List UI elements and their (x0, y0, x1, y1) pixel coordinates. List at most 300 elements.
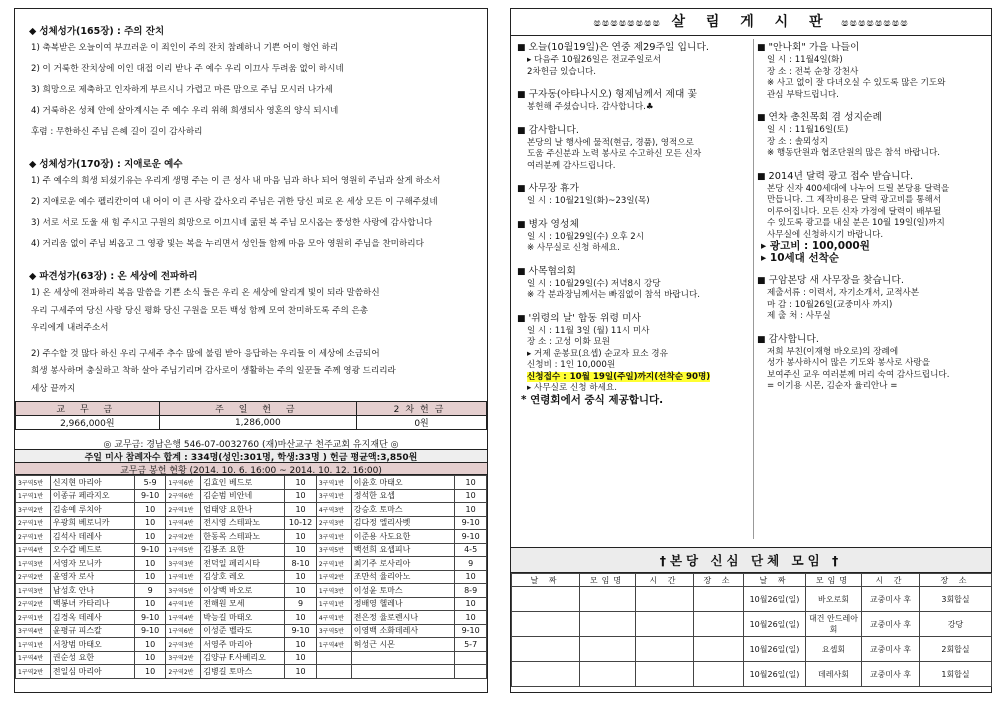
meeting-header-row (512, 574, 992, 587)
notice-item (517, 86, 755, 114)
table-row (16, 516, 487, 530)
meeting-header: 장 소 (694, 574, 744, 587)
checkbox-icon: ■ (757, 43, 766, 53)
table-cell: 9-10 (455, 624, 487, 638)
notice-line: ▸ 다음주 10월26일은 전교주일로서 (527, 55, 661, 65)
notice-line: 수 있도록 광고를 내실 분은 10월 19일(일)까지 (767, 218, 945, 228)
table-cell: 10 (285, 651, 317, 665)
table-cell: 8-9 (455, 584, 487, 598)
lyric-line: 후렴 : 무한하신 주님 은혜 길이 길이 감사하리 (31, 127, 203, 137)
table-cell: 2구역3반 (316, 516, 351, 530)
meeting-row (512, 637, 992, 662)
lyric-line: 1) 주 예수의 희생 되셨기유는 우리게 생명 주는 이 큰 성사 내 마음 님과 하나 되어 영원히 주님과 살게 하소서 (31, 176, 441, 186)
table-cell: 김양규 F.사베리오 (201, 651, 285, 665)
notice-line (527, 372, 755, 384)
meeting-cell (694, 637, 744, 662)
table-cell: 김상호 레오 (201, 570, 285, 584)
table-cell: 3구역1반 (316, 476, 351, 490)
finance-value: 0원 (357, 416, 487, 430)
meeting-row (512, 587, 992, 612)
hymn-title (29, 156, 477, 170)
table-cell: 남성호 안나 (50, 584, 134, 598)
notice-title-text: '위령의 날' 합동 위령 미사 (528, 312, 641, 324)
notice-title (517, 216, 755, 230)
notice-title (517, 180, 755, 194)
table-cell (316, 651, 351, 665)
table-cell: 10 (134, 530, 166, 544)
checkbox-icon: ■ (517, 266, 526, 277)
table-row (16, 597, 487, 611)
notice-item (757, 109, 989, 160)
table-cell: 백선희 요셉피나 (351, 543, 455, 557)
meeting-cell (694, 587, 744, 612)
notice-line: 봉헌해 주셨습니다. 감사합니다.♣ (527, 102, 654, 112)
meeting-row (512, 612, 992, 637)
notice-title (757, 109, 989, 123)
table-cell: 10 (285, 584, 317, 598)
notice-title-text: "안나회" 가을 나들이 (768, 42, 860, 53)
table-cell: 9-10 (285, 624, 317, 638)
spacer (29, 148, 477, 156)
notice-title (757, 331, 989, 345)
table-cell: 10 (455, 489, 487, 503)
finance-value: 2,966,000원 (16, 416, 160, 430)
table-row (16, 476, 487, 490)
notice-title-text: 사무장 휴가 (528, 183, 579, 194)
table-cell: 이영백 소화데레사 (351, 624, 455, 638)
notice-note: * 연령회에서 중식 제공합니다. (521, 393, 664, 406)
table-cell: 1구역6반 (166, 476, 201, 490)
table-row (16, 624, 487, 638)
meeting-cell: 대건 안드레아회 (806, 612, 862, 637)
checkbox-icon: ■ (517, 313, 526, 324)
table-cell: 김병길 토마스 (201, 665, 285, 679)
table-cell: 이성준 벨라도 (201, 624, 285, 638)
table-cell: 1구역4반 (166, 516, 201, 530)
checkbox-icon: ■ (757, 334, 766, 345)
hymn-title (29, 268, 477, 282)
notice-title-text: 감사합니다. (528, 124, 579, 136)
table-cell: 2구역2반 (166, 665, 201, 679)
finance-table (15, 401, 487, 430)
table-cell: 1구역4반 (16, 651, 51, 665)
meeting-cell (636, 662, 694, 687)
meeting-header: 모임명 (806, 574, 862, 587)
notice-line: 일 시 : 10월29일(수) 오후 2시 (527, 231, 645, 242)
table-cell: 4구역3반 (316, 503, 351, 517)
table-cell: 3구역2반 (166, 651, 201, 665)
notice-line: 관심 부탁드립니다. (767, 89, 839, 100)
table-cell: 박능길 마태오 (201, 611, 285, 625)
table-cell: 김순범 비안네 (201, 489, 285, 503)
table-cell: 10 (455, 503, 487, 517)
table-cell: 김석사 데레사 (50, 530, 134, 544)
meeting-header: 날 짜 (512, 574, 580, 587)
table-cell: 10 (134, 665, 166, 679)
notice-title (517, 39, 755, 53)
table-cell: 1구역5반 (166, 543, 201, 557)
notice-line: ※ 행동단원과 협조단원의 많은 참석 바랍니다. (767, 148, 941, 158)
table-cell: 서영자 모니카 (50, 557, 134, 571)
finance-header: 2차헌금 (357, 402, 487, 416)
notice-item (517, 310, 755, 407)
meeting-cell: 2회합실 (920, 637, 992, 662)
table-cell: 1구역4반 (316, 638, 351, 652)
meeting-table (511, 573, 992, 687)
checkbox-icon: ■ (517, 184, 526, 194)
table-cell: 전은정 율로렌시나 (351, 611, 455, 625)
table-cell: 10 (285, 611, 317, 625)
table-cell: 엄태양 요한나 (201, 503, 285, 517)
meeting-cell: 교중미사 후 (862, 587, 920, 612)
meeting-header: 장 소 (920, 574, 992, 587)
notice-line: 본당의 날 행사에 물적(현금, 경품), 영적으로 (527, 137, 694, 148)
notice-title-text: 연차 총친목회 겸 성지순례 (768, 112, 882, 123)
meeting-header: 모임명 (580, 574, 636, 587)
table-cell: 10-12 (285, 516, 317, 530)
table-cell: 3구역5반 (16, 476, 51, 490)
highlighted-deadline: 신청접수 : 10월 19일(주일)까지(선착순 90명) (527, 371, 711, 382)
notice-line: 여러분께 감사드립니다. (527, 160, 616, 171)
table-cell: 김경옥 데레사 (50, 611, 134, 625)
meeting-cell (636, 637, 694, 662)
table-row (16, 503, 487, 517)
meeting-cell (636, 612, 694, 637)
meeting-cell: 교중미사 후 (862, 612, 920, 637)
notice-line: 일 시 : 11월16일(토) (767, 125, 849, 135)
table-cell: 윤평규 피스칼 (50, 624, 134, 638)
table-cell: 2구역2반 (16, 597, 51, 611)
table-cell: 2구역1반 (166, 503, 201, 517)
notice-line: 2차헌금 있습니다. (527, 66, 597, 77)
table-cell: 10 (134, 597, 166, 611)
table-row (16, 557, 487, 571)
table-cell: 1구역1반 (166, 570, 201, 584)
table-row (16, 489, 487, 503)
table-row (16, 570, 487, 584)
table-cell: 3구역5반 (316, 624, 351, 638)
table-cell: 3구역2반 (16, 503, 51, 517)
table-cell: 2구역1반 (316, 557, 351, 571)
table-cell: 4구역1반 (166, 597, 201, 611)
table-cell (351, 665, 455, 679)
notice-line: 도움 주신분과 노력 봉사로 수고하신 모든 신자 (527, 149, 702, 159)
table-cell: 서창범 마태오 (50, 638, 134, 652)
table-cell: 9-10 (455, 516, 487, 530)
notice-item (517, 122, 755, 173)
table-cell: 한동목 스테파노 (201, 530, 285, 544)
notice-title-text: 구암본당 새 사무장을 찾습니다. (768, 275, 905, 286)
meeting-cell (636, 587, 694, 612)
table-cell: 10 (134, 638, 166, 652)
table-cell: 1구역1반 (316, 597, 351, 611)
finance-value: 1,286,000 (159, 416, 356, 430)
table-cell: 김봉조 요한 (201, 543, 285, 557)
lyric-line: 우리에게 내려주소서 (31, 323, 109, 333)
notice-line: ▸ 거제 운봉묘(요셉) 순교자 묘소 경유 (527, 348, 668, 359)
table-cell: 권순성 요한 (50, 651, 134, 665)
meeting-cell: 10월26일(일) (744, 587, 806, 612)
table-cell: 김다정 엘리사벳 (351, 516, 455, 530)
table-cell: 10 (134, 503, 166, 517)
table-cell: 10 (134, 516, 166, 530)
meeting-cell: 1회합실 (920, 662, 992, 687)
table-cell: 10 (455, 597, 487, 611)
meeting-cell (580, 637, 636, 662)
notice-emphasis: ▸ 10세대 선착순 (761, 251, 839, 264)
meeting-cell (512, 587, 580, 612)
table-cell: 4-5 (455, 543, 487, 557)
hymn-title (29, 23, 477, 37)
table-cell: 2구역1반 (16, 611, 51, 625)
diamond-icon: ◆ (29, 159, 37, 170)
diamond-icon: ◆ (29, 271, 37, 282)
meeting-cell: 10월26일(일) (744, 612, 806, 637)
notice-item (757, 168, 989, 265)
table-cell: 4구역1반 (316, 611, 351, 625)
finance-header: 주 일 헌 금 (159, 402, 356, 416)
table-cell: 10 (285, 476, 317, 490)
notice-line: 사무실에 신청하시기 바랍니다. (767, 229, 884, 240)
notice-line: 성가 봉사하시어 많은 기도와 봉사로 사랑을 (767, 358, 931, 368)
table-cell: 9-10 (455, 530, 487, 544)
table-cell: 2구역2반 (166, 530, 201, 544)
table-cell: 8-10 (285, 557, 317, 571)
table-cell: 1구역2반 (316, 570, 351, 584)
table-cell: 최기주 로사리아 (351, 557, 455, 571)
table-cell: 9-10 (134, 543, 166, 557)
table-cell: 10 (455, 611, 487, 625)
table-cell: 10 (285, 665, 317, 679)
table-cell: 조만석 율리아노 (351, 570, 455, 584)
table-cell: 오수갑 베드로 (50, 543, 134, 557)
notice-title-text: 사목협의회 (528, 265, 576, 277)
table-cell: 이준용 사도요한 (351, 530, 455, 544)
table-cell: 9 (134, 584, 166, 598)
left-page (14, 8, 488, 693)
meeting-cell: 교중미사 후 (862, 637, 920, 662)
notice-line: 제출서류 : 이력서, 자기소개서, 교적사본 (767, 288, 920, 298)
table-cell: 10 (285, 638, 317, 652)
table-cell: 9-10 (134, 489, 166, 503)
notice-title-text: 병자 영성체 (528, 218, 579, 230)
checkbox-icon: ■ (517, 43, 526, 53)
meeting-cell (694, 662, 744, 687)
offering-table (15, 475, 487, 679)
notice-title (757, 39, 989, 53)
notice-line: ※ 사고 없이 잘 다녀오실 수 있도록 많은 기도와 (767, 78, 946, 88)
account-info: ◎ 교무금: 경남은행 546-07-0032760 (재)마산교구 천주교회 유지재단 ◎ (15, 437, 487, 450)
table-cell: 3구역5반 (316, 543, 351, 557)
table-cell: 2구역1반 (16, 530, 51, 544)
notice-line: ※ 사무실로 신청 하세요. (527, 243, 620, 253)
lyric-line: 2) 주수할 것 많다 하신 우리 구세주 추수 많에 불림 받아 응답하는 우리들 이 세상에 소금되어 (31, 348, 380, 359)
spacer (29, 341, 477, 349)
table-cell: 3구역3반 (166, 557, 201, 571)
notice-line: 저희 부친(이재형 바오로)의 장례에 (767, 346, 899, 357)
table-cell: 9 (455, 557, 487, 571)
notice-title (517, 310, 755, 324)
table-cell: 10 (285, 489, 317, 503)
table-cell (455, 665, 487, 679)
notice-title-text: 오늘(10월19일)은 연중 제29주일 입니다. (528, 42, 710, 53)
table-cell: 3구역1반 (316, 489, 351, 503)
banner-decoration: ෂෂෂෂෂෂෂෂ (593, 16, 661, 29)
lyric-line: 3) 서로 서로 도울 새 힘 주시고 구원의 희망으로 이끄시네 굶된 복 주님 모시옵는 풍성한 사랑에 감사합니다 (31, 218, 433, 228)
report-title: 교무금 봉헌 현황 (2014. 10. 6. 16:00 ~ 2014. 10. 12. 16:00) (15, 463, 487, 475)
table-row (16, 651, 487, 665)
table-row (16, 543, 487, 557)
notice-title-text: 감사합니다. (768, 333, 819, 345)
table-row (16, 584, 487, 598)
meeting-header: 시 간 (862, 574, 920, 587)
notice-line: ▸ 사무실로 신청 하세요. (527, 383, 617, 393)
table-cell: 10 (285, 503, 317, 517)
notice-line: 신청비 : 1인 10,000원 (527, 360, 616, 370)
notice-line: 일 시 : 11월4일(화) (767, 55, 843, 65)
notice-emphasis: ▸ 광고비 : 100,000원 (761, 240, 870, 252)
table-cell: 1구역4반 (166, 611, 201, 625)
hymn-title-text: 성체성가(165장) : 주의 잔치 (39, 26, 165, 37)
spacer (29, 260, 477, 268)
lyric-line: 4) 거리움 없이 주님 뵈옵고 그 영광 빛는 복을 누리면서 성인들 함께 마음 모아 영원히 주님을 찬미하리다 (31, 239, 424, 249)
notice-line: 보여주신 교우 여러분께 머리 숙여 감사드립니다. (767, 369, 950, 380)
table-cell: 10 (134, 570, 166, 584)
checkbox-icon: ■ (517, 125, 526, 136)
meeting-cell: 요셉회 (806, 637, 862, 662)
notice-title-text: 2014년 달력 광고 접수 받습니다. (768, 170, 914, 182)
notice-line: 마 감 : 10월26일(교중미사 까지) (767, 299, 893, 310)
table-cell: 1구역2반 (16, 665, 51, 679)
notice-line: 일 시 : 11월 3일 (월) 11시 미사 (527, 325, 650, 336)
notice-line: 제 출 처 : 사무실 (767, 311, 831, 321)
checkbox-icon: ■ (517, 90, 526, 100)
meeting-cell (580, 587, 636, 612)
meeting-cell: 강당 (920, 612, 992, 637)
notice-line: 일 시 : 10월29일(수) 저녁8시 강당 (527, 278, 661, 289)
meeting-cell (512, 612, 580, 637)
table-cell (455, 651, 487, 665)
notice-title (517, 86, 755, 100)
table-cell: 1구역3반 (16, 584, 51, 598)
notice-line: 장 소 : 고성 이화 묘원 (527, 337, 610, 347)
table-cell: 1구역3반 (16, 557, 51, 571)
notice-item (757, 272, 989, 323)
checkbox-icon: ■ (517, 219, 526, 230)
table-cell: 이성윤 토마스 (351, 584, 455, 598)
table-cell: 김효인 베드로 (201, 476, 285, 490)
notice-column-2 (757, 39, 989, 401)
table-cell: 3구역4반 (16, 624, 51, 638)
table-cell: 전덕일 페리시타 (201, 557, 285, 571)
diamond-icon: ◆ (29, 26, 37, 37)
lyric-line: 2) 이 거룩한 잔치상에 이인 대접 이리 받나 주 예수 우리 이끄사 두려움 없이 하시네 (31, 64, 344, 74)
hymn-title-text: 파견성가(63장) : 온 세상에 전파하리 (39, 271, 198, 282)
lyric-line: 2) 지애로운 예수 펠리칸이여 내 어이 이 큰 사랑 갚사오리 주님은 귀한 당신 피로 온 세상 모든 이 구해주셨네 (31, 197, 438, 207)
meeting-title: †본당 신심 단체 모임 † (511, 547, 991, 573)
table-cell: 1구역1반 (16, 638, 51, 652)
table-cell: 허성근 시몬 (351, 638, 455, 652)
notice-title-text: 구자동(아타나시오) 형제님께서 제대 꽃 (528, 89, 697, 100)
table-cell: 이상백 바오로 (201, 584, 285, 598)
meeting-row (512, 662, 992, 687)
finance-header: 교 무 금 (16, 402, 160, 416)
notice-line: 일 시 : 10월21일(화)~23일(목) (527, 196, 650, 206)
notice-line: 이루어집니다. 모든 신자 가정에 달력이 배부될 (767, 206, 942, 217)
attendance-summary: 주일 미사 참례자수 합계 : 334명(성인:301명, 학생:33명 ) 헌금 평균액:3,850원 (15, 450, 487, 463)
table-cell: 전해원 모세 (201, 597, 285, 611)
table-cell: 3구역1반 (316, 530, 351, 544)
checkbox-icon: ■ (757, 171, 766, 182)
meeting-cell (512, 662, 580, 687)
table-cell: 3구역5반 (166, 584, 201, 598)
meeting-cell: 10월26일(일) (744, 662, 806, 687)
table-row (16, 638, 487, 652)
lyric-line: 우리 구세주여 당신 사랑 당신 평화 당신 구원을 모든 백성 함께 모여 찬미하도록 주의 은총 (31, 305, 369, 316)
meeting-cell: 3회합실 (920, 587, 992, 612)
notice-line: = 이기용 시몬, 김순자 율리안나 = (767, 381, 898, 391)
notice-title (757, 168, 989, 182)
table-cell: 2구역6반 (166, 489, 201, 503)
table-cell: 정석한 요셉 (351, 489, 455, 503)
notice-line: 장 소 : 전북 순창 강천사 (767, 66, 859, 77)
lyric-line: 4) 거룩하온 성체 안에 살아계시는 주 예수 우리 위해 희생되사 영혼의 양식 되시네 (31, 106, 339, 116)
bulletin-banner (511, 9, 991, 36)
table-cell: 5-9 (134, 476, 166, 490)
lyric-line: 1) 축복받은 오늘이여 부끄러운 이 죄인이 주의 잔치 참례하니 기쁜 어이 형언 하리 (31, 43, 339, 53)
table-cell (316, 665, 351, 679)
lyric-line: 세상 끝까지 (31, 383, 76, 394)
notice-line: 본당 신자 400세대에 나누어 드릴 본당용 달력을 (767, 183, 950, 194)
table-row (16, 530, 487, 544)
table-cell: 서영주 마리아 (201, 638, 285, 652)
notice-column-1 (517, 39, 755, 414)
notice-line: ※ 각 분과장님께서는 빠짐없이 참석 바랍니다. (527, 290, 701, 300)
notice-item (517, 39, 755, 78)
table-cell: 10 (134, 557, 166, 571)
hymn-lyrics (15, 9, 487, 401)
meeting-cell: 데레사회 (806, 662, 862, 687)
notice-line: 만듭니다. 그 제작비용은 달력 광고비를 통해서 (767, 195, 942, 205)
notice-item (517, 263, 755, 302)
table-cell: 신지현 마리아 (50, 476, 134, 490)
table-cell: 강승호 토마스 (351, 503, 455, 517)
table-cell: 윤영자 로사 (50, 570, 134, 584)
table-cell: 10 (455, 570, 487, 584)
table-cell: 1구역1반 (16, 489, 51, 503)
table-cell: 2구역3반 (166, 638, 201, 652)
table-cell: 10 (285, 570, 317, 584)
meeting-cell (694, 612, 744, 637)
table-cell: 이윤호 마태오 (351, 476, 455, 490)
table-cell: 우광희 베로니카 (50, 516, 134, 530)
table-cell: 9-10 (134, 624, 166, 638)
notice-title (517, 122, 755, 136)
table-cell: 2구역1반 (16, 516, 51, 530)
meeting-header: 시 간 (636, 574, 694, 587)
notice-item (517, 216, 755, 255)
table-cell: 1구역4반 (16, 543, 51, 557)
checkbox-icon: ■ (757, 276, 766, 286)
table-cell (351, 651, 455, 665)
table-cell: 10 (134, 651, 166, 665)
table-cell: 5-7 (455, 638, 487, 652)
bulletin-title: 살 림 게 시 판 (671, 14, 831, 30)
lyric-line: 3) 희망으로 제축하고 인자하게 부르시니 가렵고 마른 맘으로 주님 모시러 나가세 (31, 85, 333, 95)
notice-title (757, 272, 989, 286)
table-cell: 1구역6반 (166, 624, 201, 638)
meeting-cell (580, 612, 636, 637)
